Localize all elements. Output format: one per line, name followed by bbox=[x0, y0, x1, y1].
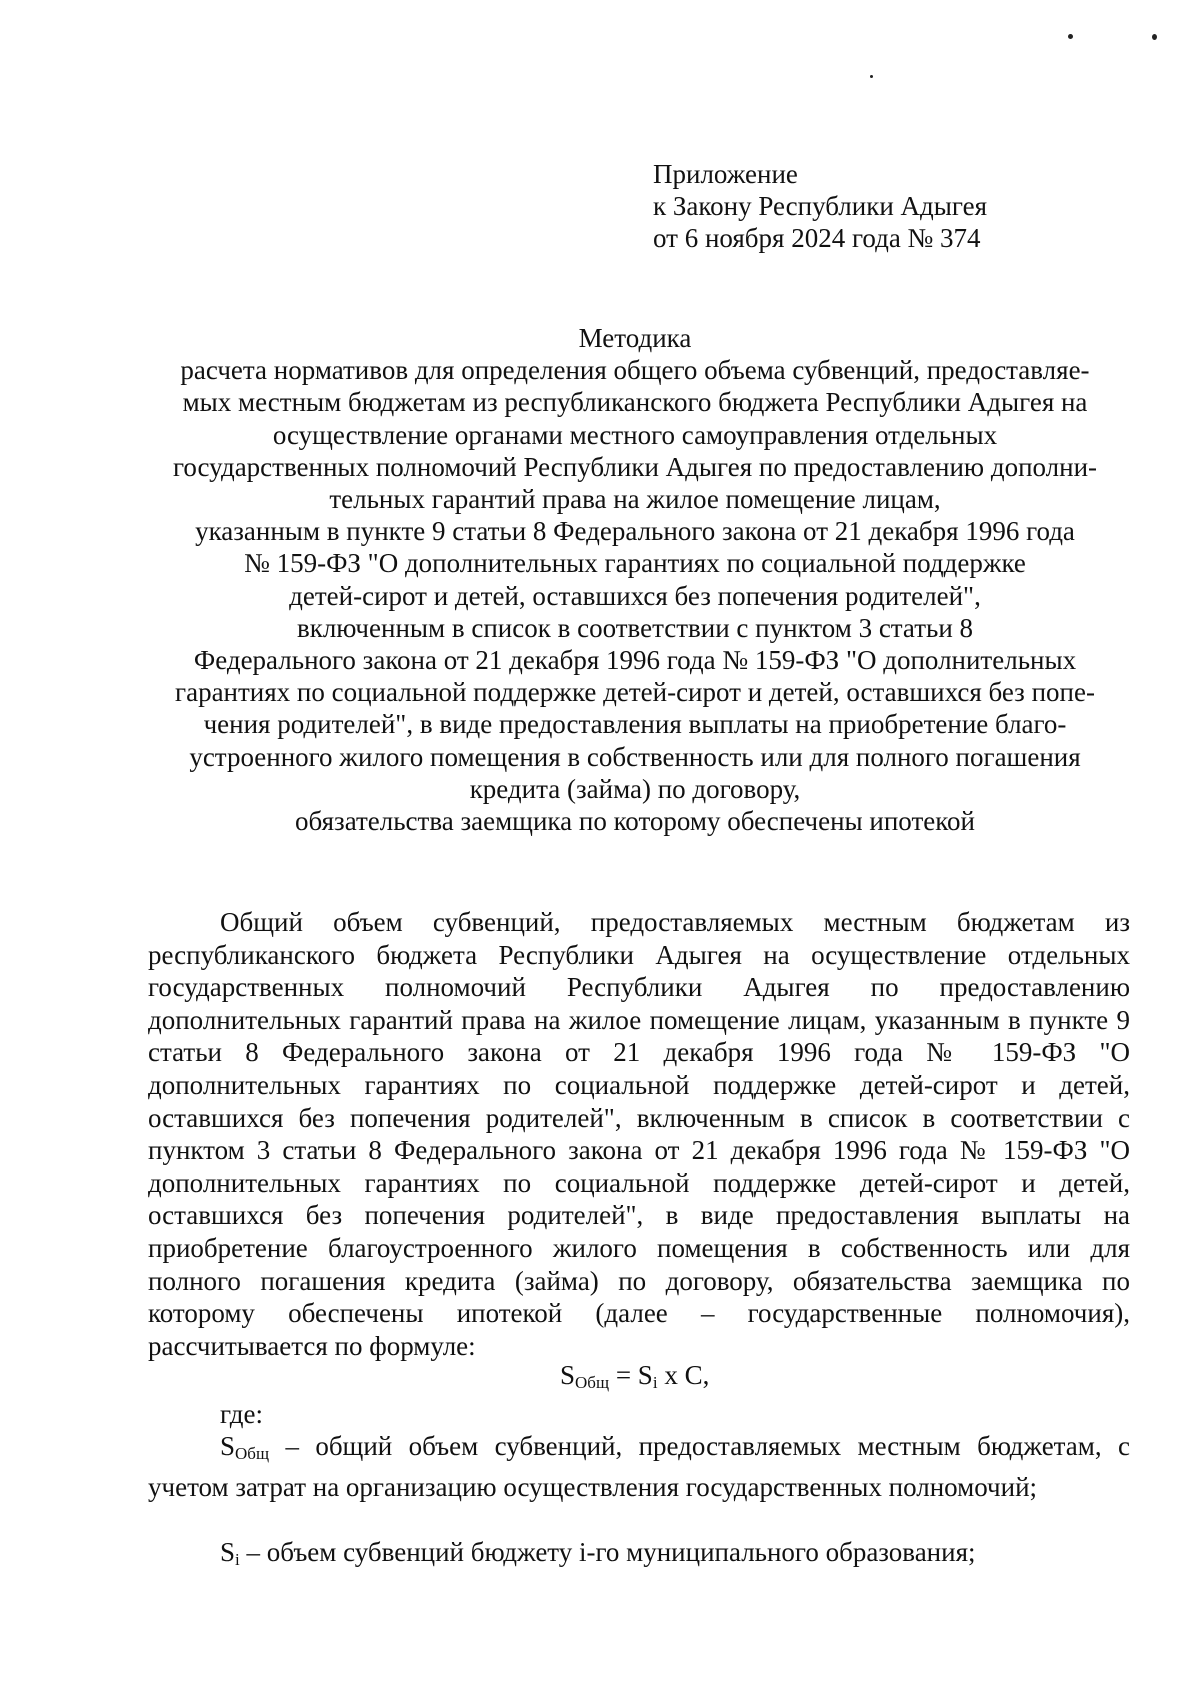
title-line: тельных гарантий права на жилое помещение лицам, bbox=[329, 484, 941, 515]
definition-text: – объем субвенций бюджету i-го муниципального образования; bbox=[239, 1537, 976, 1567]
title-line: указанным в пункте 9 статьи 8 Федерального закона от 21 декабря 1996 года bbox=[195, 516, 1075, 547]
title-line: кредита (займа) по договору, bbox=[469, 773, 801, 804]
title-line: детей-сирот и детей, оставшихся без попечения родителей", bbox=[289, 580, 981, 611]
definition-symbol: S bbox=[220, 1537, 236, 1567]
definition-s-total bbox=[148, 1430, 1130, 1503]
title-line: осуществление органами местного самоуправления отдельных bbox=[272, 419, 998, 450]
title-line: № 159-ФЗ "О дополнительных гарантиях по социальной поддержке bbox=[244, 548, 1026, 579]
formula bbox=[560, 1360, 709, 1393]
formula-lhs: S bbox=[560, 1360, 576, 1390]
body-paragraph: Общий объем субвенций, предоставляемых местным бюджетам из республиканского бюджета Республики Адыгея на осуществление отдельных государственных полномочий Республики Адыгея по предоставлению дополнительных гарантий права на жилое помещение лицам, указанным в пункте 9 статьи 8 Федерального закона от 21 декабря 1996 года № 159-ФЗ "О дополнительных гарантиях по социальной поддержке детей-сирот и детей, оставшихся без попечения родителей", включенным в список в соответствии с пунктом 3 статьи 8 Федерального закона от 21 декабря 1996 года № 159-ФЗ "О дополнительных гарантиях по социальной поддержке детей-сирот и детей, оставшихся без попечения родителей", в виде предоставления выплаты на приобретение благоустроенного жилого помещения в собственность или для полного погашения кредита (займа) по договору, обязательства заемщика по которому обеспечены ипотекой (далее – государственные полномочия), рассчитывается по формуле: bbox=[148, 907, 1130, 1361]
title-line: мых местным бюджетам из республиканского бюджета Республики Адыгея на bbox=[182, 387, 1088, 418]
document-title bbox=[140, 322, 1130, 837]
title-line: гарантиях по социальной поддержке детей-сирот и детей, оставшихся без попе- bbox=[175, 677, 1095, 708]
appendix-note bbox=[653, 158, 987, 254]
scan-speck bbox=[870, 75, 873, 78]
scan-speck bbox=[1068, 34, 1073, 39]
title-line: Федерального закона от 21 декабря 1996 года № 159-ФЗ "О дополнительных bbox=[193, 645, 1077, 676]
appendix-line-2: к Закону Республики Адыгея bbox=[653, 191, 988, 221]
title-line: расчета нормативов для определения общего объема субвенций, предоставляе- bbox=[180, 355, 1090, 386]
formula-lhs-subscript: Общ bbox=[575, 1373, 610, 1392]
appendix-line-3: от 6 ноября 2024 года № 374 bbox=[653, 223, 981, 253]
formula-equals: = bbox=[609, 1360, 638, 1390]
title-line: включенным в список в соответствии с пунктом 3 статьи 8 bbox=[296, 612, 974, 643]
formula-rhs-subscript: i bbox=[652, 1373, 658, 1392]
formula-rhs-symbol: S bbox=[637, 1360, 653, 1390]
title-heading: Методика bbox=[578, 323, 692, 353]
title-line: обязательства заемщика по которому обеспечены ипотекой bbox=[295, 806, 975, 837]
definition-text: – общий объем субвенций, предоставляемых местным бюджетам, с учетом затрат на организацию осуществления государственных полномочий; bbox=[148, 1431, 1130, 1502]
definition-subscript: i bbox=[235, 1550, 240, 1569]
appendix-line-1: Приложение bbox=[653, 159, 798, 189]
title-line: государственных полномочий Республики Адыгея по предоставлению дополни- bbox=[172, 451, 1098, 482]
definition-symbol: S bbox=[220, 1431, 236, 1461]
title-line: устроенного жилого помещения в собственность или для полного погашения bbox=[189, 741, 1081, 772]
scan-speck bbox=[1152, 34, 1157, 40]
title-line: чения родителей", в виде предоставления выплаты на приобретение благо- bbox=[203, 709, 1067, 740]
definition-subscript: Общ bbox=[235, 1444, 270, 1463]
definition-s-i bbox=[148, 1536, 1130, 1577]
where-label: где: bbox=[220, 1399, 263, 1429]
formula-rhs-rest: х С, bbox=[657, 1360, 710, 1390]
